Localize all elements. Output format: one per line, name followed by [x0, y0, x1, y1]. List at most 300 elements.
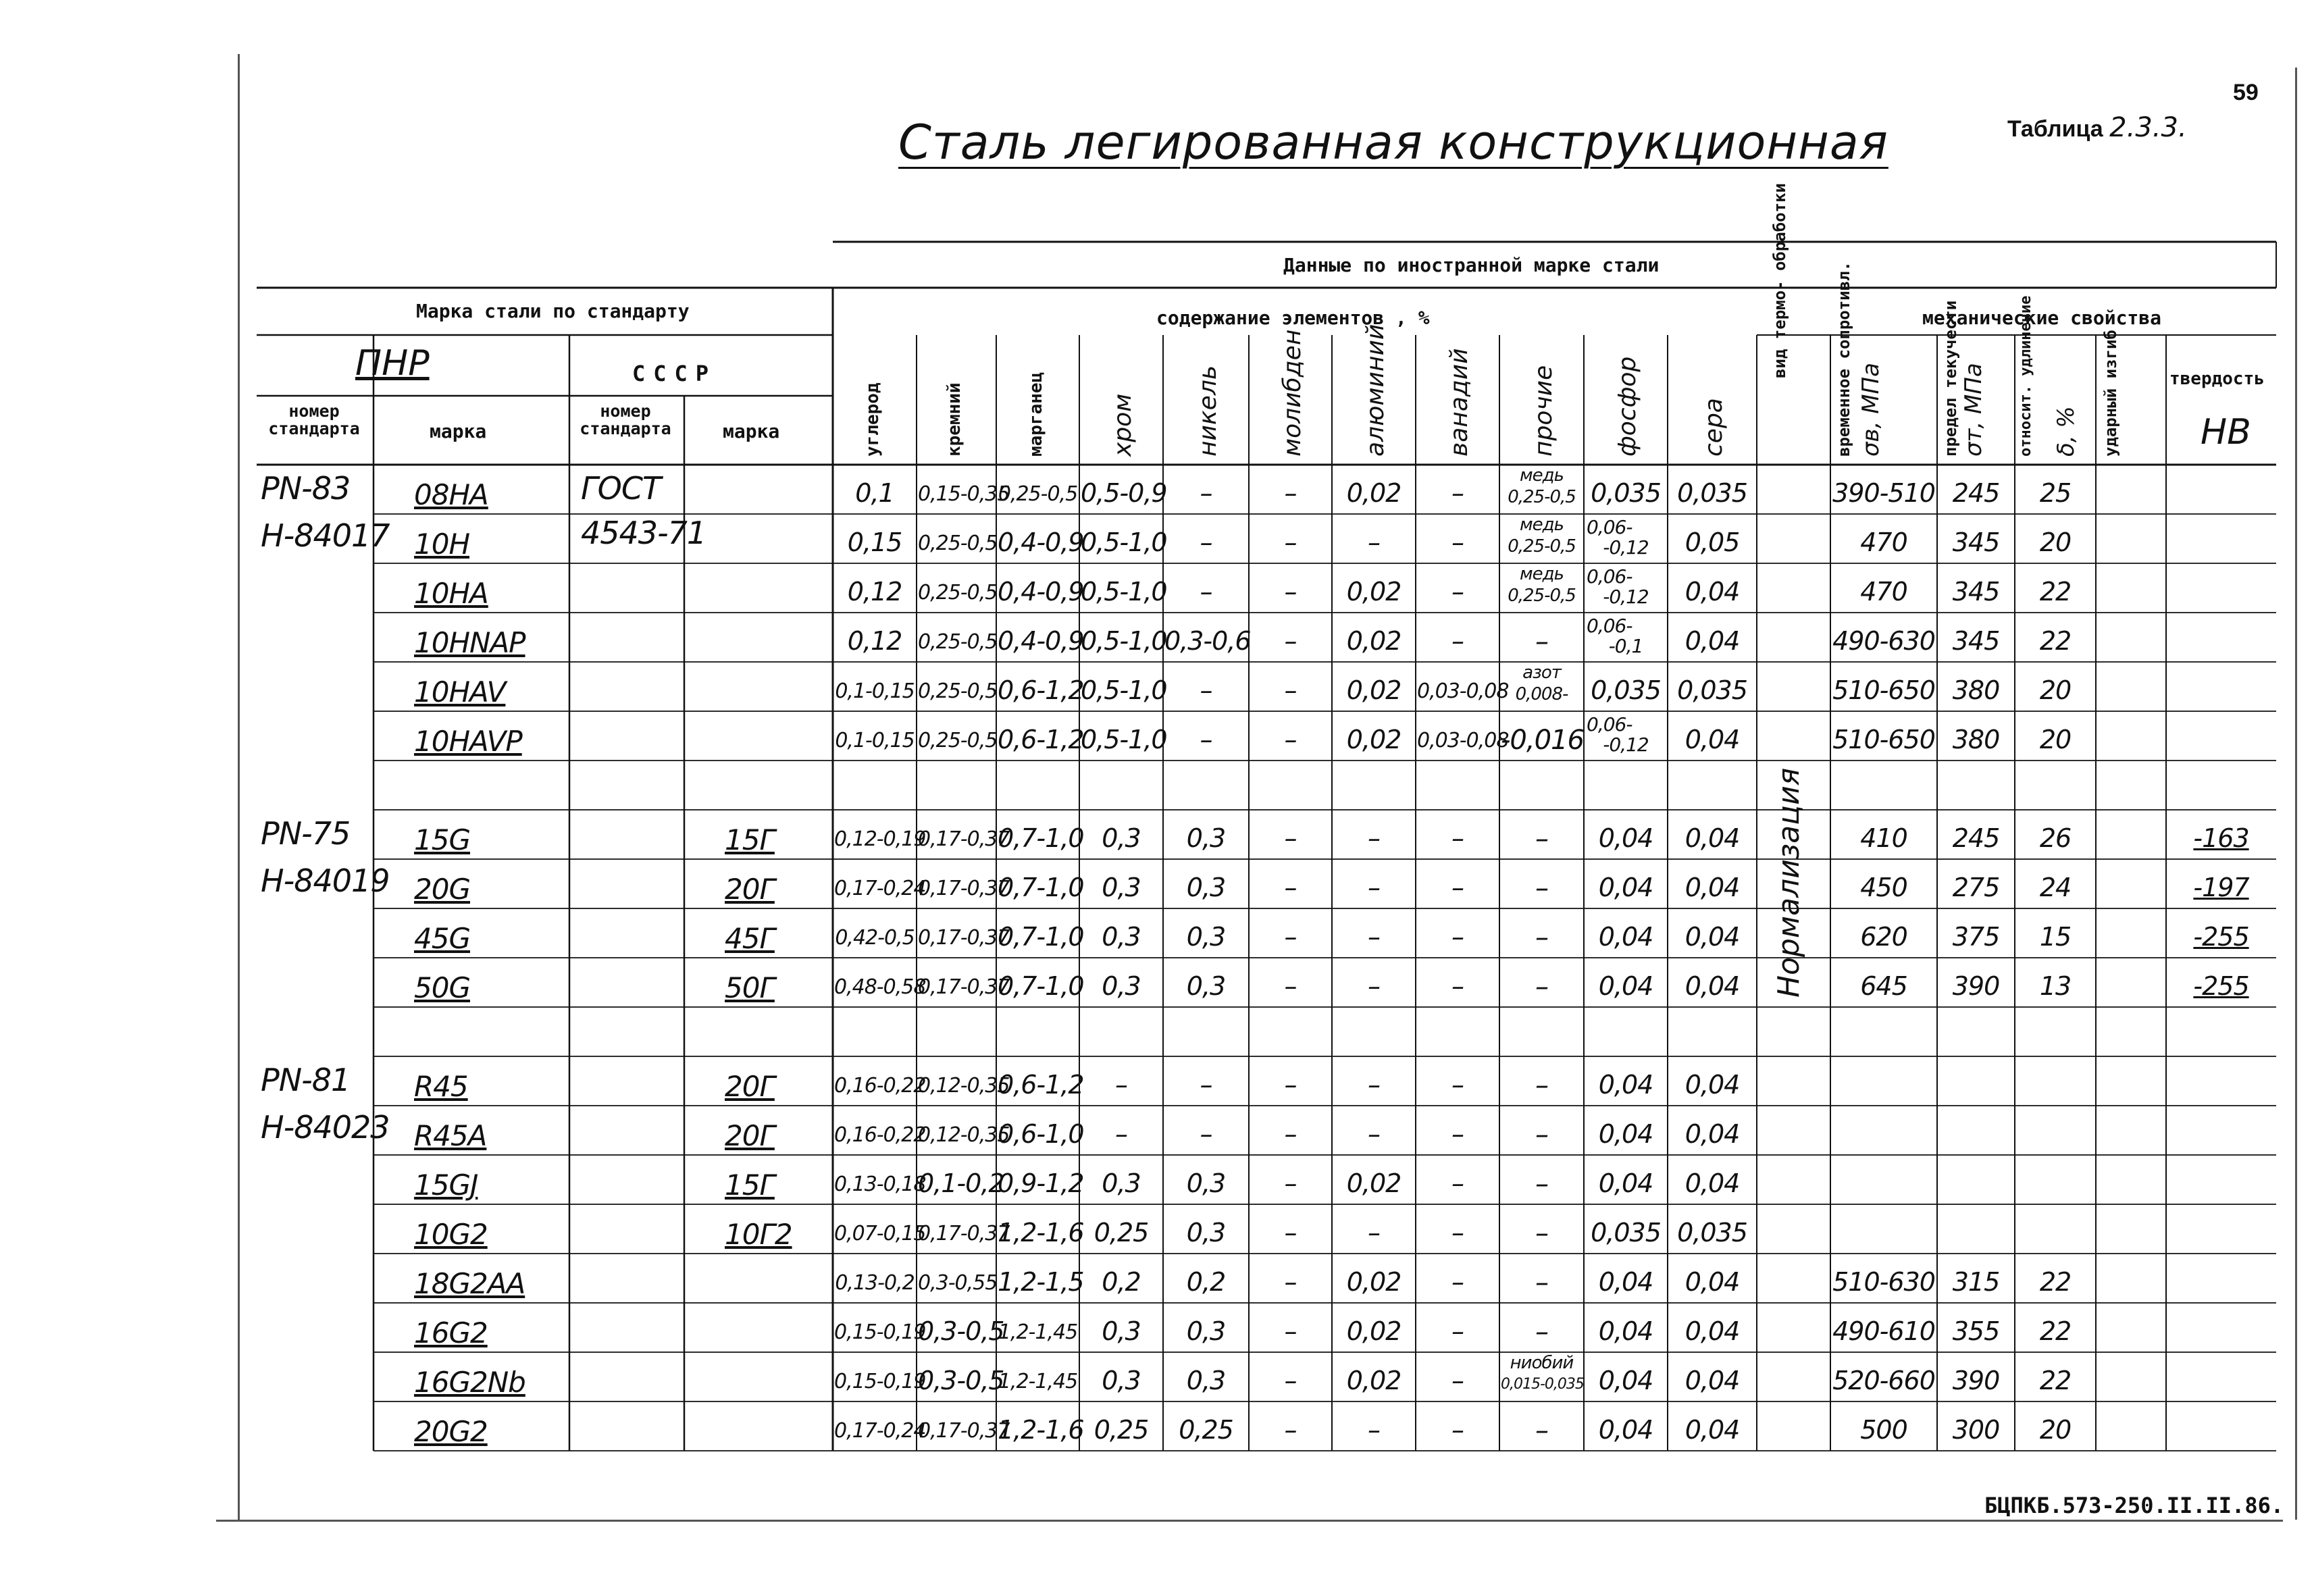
row-al: – [1368, 922, 1380, 952]
header-element-6: алюминий [1362, 324, 1389, 457]
row-cr: 0,3 [1102, 1316, 1141, 1346]
row-s: 0,035 [1677, 675, 1747, 705]
row-al: 0,02 [1346, 725, 1402, 754]
row-p-2: -0,12 [1603, 536, 1649, 559]
row-si: 0,17-0,37 [918, 1419, 1010, 1443]
row-mo: – [1284, 1267, 1297, 1297]
row-yield: 390 [1952, 1366, 2000, 1395]
row-elongation: 22 [2039, 577, 2072, 607]
row-tensile: 390-510 [1832, 478, 1935, 508]
row-other: – [1535, 1218, 1548, 1249]
row-tensile: 510-650 [1832, 725, 1935, 754]
row-p-1: 0,06- [1587, 615, 1632, 637]
row-s: 0,04 [1685, 971, 1740, 1001]
header-ussr: СССР [632, 361, 717, 386]
row-mo: – [1284, 1415, 1297, 1445]
row-grade: 16G2 [414, 1316, 488, 1349]
row-s: 0,04 [1685, 823, 1740, 853]
row-elongation: 20 [2039, 725, 2072, 754]
row-tensile: 645 [1860, 971, 1907, 1001]
row-elongation: 24 [2039, 873, 2072, 902]
row-s: 0,04 [1685, 873, 1740, 902]
row-other: – [1535, 1070, 1548, 1101]
row-ni: 0,3 [1186, 1366, 1226, 1395]
row-al: 0,02 [1346, 478, 1402, 508]
row-si: 0,17-0,37 [918, 926, 1010, 950]
footer-code: БЦПКБ.573-250.II.II.86. [1984, 1493, 2284, 1518]
row-p-1: 0,06- [1587, 516, 1632, 538]
row-grade: 10HAVP [414, 725, 522, 758]
row-yield: 275 [1952, 873, 2000, 902]
row-yield: 315 [1952, 1267, 2000, 1297]
ussr-standard: 4543-71 [581, 515, 706, 551]
row-ni: – [1200, 527, 1212, 557]
header-element-5: молибден [1278, 329, 1306, 457]
row-grade: R45A [414, 1119, 487, 1152]
row-p-2: -0,12 [1603, 586, 1649, 608]
row-mn: 0,4-0,9 [998, 527, 1084, 557]
header-element-4: никель [1193, 365, 1222, 457]
row-ni: 0,3 [1186, 823, 1226, 853]
row-v: – [1451, 1218, 1464, 1247]
header-element-10: сера [1700, 398, 1728, 457]
row-tensile: 510-630 [1832, 1267, 1935, 1297]
row-si: 0,17-0,37 [918, 827, 1010, 851]
header-ussr-standard-number: номер стандарта [580, 401, 671, 438]
row-ni: – [1200, 725, 1212, 754]
row-v: – [1451, 1168, 1464, 1198]
row-ussr-grade: 50Г [725, 971, 775, 1004]
row-grade: 15GJ [414, 1168, 478, 1202]
row-s: 0,04 [1685, 1119, 1740, 1149]
header-heat-treatment: вид термо- обработки [1770, 183, 1789, 378]
row-v: – [1451, 1415, 1464, 1445]
row-s: 0,04 [1685, 626, 1740, 656]
group-standard: PN-81 [261, 1062, 351, 1098]
row-si: 0,17-0,37 [918, 975, 1010, 999]
row-tensile: 470 [1860, 527, 1907, 557]
row-p: 0,04 [1598, 1070, 1653, 1100]
header-yield: предел текучести [1941, 300, 1960, 457]
row-yield: 390 [1952, 971, 2000, 1001]
row-ussr-grade: 15Г [725, 823, 775, 856]
row-c: 0,48-0,58 [834, 975, 926, 999]
row-tensile: 470 [1860, 577, 1907, 607]
row-p-1: 0,06- [1587, 565, 1632, 588]
row-tensile: 450 [1860, 873, 1907, 902]
row-si: 0,12-0,35 [918, 1123, 1010, 1147]
row-hardness: -255 [2193, 922, 2249, 952]
row-elongation: 22 [2039, 1366, 2072, 1395]
row-p: 0,04 [1598, 1267, 1653, 1297]
row-p: 0,04 [1598, 823, 1653, 853]
row-v: – [1451, 1267, 1464, 1297]
row-grade: 18G2AA [414, 1267, 525, 1300]
group-standard: H-84019 [261, 863, 390, 899]
header-mechanical-properties: механические свойства [1922, 307, 2162, 329]
row-grade: 45G [414, 922, 470, 955]
row-other-label: ниобий [1510, 1353, 1574, 1373]
row-ni: 0,3 [1186, 922, 1226, 952]
row-s: 0,05 [1685, 527, 1740, 557]
row-elongation: 20 [2039, 1415, 2072, 1445]
row-hardness: -163 [2193, 823, 2249, 853]
row-tensile: 490-630 [1832, 626, 1935, 656]
row-cr: – [1115, 1119, 1127, 1149]
row-c: 0,12 [847, 577, 902, 607]
row-cr: 0,5-1,0 [1081, 675, 1167, 705]
row-other-value: 0,25-0,5 [1508, 586, 1576, 606]
row-mn: 0,7-1,0 [998, 971, 1084, 1001]
row-al: 0,02 [1346, 1366, 1402, 1395]
row-elongation: 15 [2039, 922, 2072, 952]
row-other: – [1535, 1415, 1548, 1446]
row-mo: – [1284, 922, 1297, 952]
row-ni: 0,3-0,6 [1164, 626, 1251, 656]
row-grade: 10H [414, 527, 470, 561]
row-c: 0,12-0,19 [834, 827, 926, 851]
row-ni: – [1200, 1070, 1212, 1100]
header-tensile: временное сопротивл. [1834, 261, 1853, 457]
row-yield: 355 [1952, 1316, 2000, 1346]
row-v: – [1451, 527, 1464, 557]
row-v: – [1451, 873, 1464, 902]
row-s: 0,035 [1677, 478, 1747, 508]
row-mn: 1,2-1,6 [998, 1218, 1084, 1247]
row-other-label: азот [1522, 663, 1561, 683]
header-elongation-unit: δ, % [2053, 406, 2080, 457]
row-si: 0,25-0,5 [918, 581, 998, 604]
row-tensile: 620 [1860, 922, 1907, 952]
header-element-8: прочие [1529, 365, 1558, 457]
row-mn: 0,7-1,0 [998, 823, 1084, 853]
row-mn: 1,2-1,45 [998, 1320, 1078, 1344]
row-ussr-grade: 15Г [725, 1168, 775, 1202]
row-v: – [1451, 577, 1464, 607]
row-other: – [1535, 1119, 1548, 1150]
row-grade: 50G [414, 971, 470, 1004]
row-mn: 0,4-0,9 [998, 626, 1084, 656]
row-si: 0,25-0,5 [918, 679, 998, 703]
header-tensile-unit: σв, МПа [1857, 363, 1884, 457]
row-yield: 380 [1952, 675, 2000, 705]
row-s: 0,04 [1685, 1366, 1740, 1395]
row-c: 0,1-0,15 [835, 679, 915, 703]
row-grade: 20G2 [414, 1415, 488, 1448]
row-c: 0,17-0,24 [834, 877, 926, 900]
row-mo: – [1284, 823, 1297, 853]
row-mn: 0,4-0,9 [998, 577, 1084, 607]
row-c: 0,1-0,15 [835, 729, 915, 752]
row-ussr-grade: 10Г2 [725, 1218, 792, 1251]
row-ussr-grade: 20Г [725, 873, 775, 906]
row-mn: 0,25-0,5 [998, 482, 1078, 506]
row-cr: 0,5-1,0 [1081, 725, 1167, 754]
row-mn: 1,2-1,6 [998, 1415, 1084, 1445]
header-element-1: кремний [944, 382, 965, 457]
table-number: 2.3.3. [2109, 112, 2187, 143]
row-al: 0,02 [1346, 1168, 1402, 1198]
row-p: 0,04 [1598, 1119, 1653, 1149]
row-s: 0,04 [1685, 1415, 1740, 1445]
row-elongation: 26 [2039, 823, 2072, 853]
header-element-2: марганец [1025, 371, 1046, 457]
row-other: – [1535, 1316, 1548, 1347]
row-yield: 380 [1952, 725, 2000, 754]
row-other: – [1535, 922, 1548, 953]
row-grade: 10HAV [414, 675, 506, 709]
row-s: 0,035 [1677, 1218, 1747, 1247]
row-mn: 0,7-1,0 [998, 922, 1084, 952]
header-element-0: углерод [863, 382, 883, 457]
row-elongation: 20 [2039, 527, 2072, 557]
row-al: – [1368, 823, 1380, 853]
row-si: 0,15-0,35 [918, 482, 1010, 506]
row-grade: 10HNAP [414, 626, 525, 659]
row-cr: 0,5-1,0 [1081, 577, 1167, 607]
row-v: – [1451, 823, 1464, 853]
row-c: 0,07-0,15 [834, 1222, 926, 1245]
row-cr: 0,25 [1094, 1218, 1149, 1247]
row-hardness: -197 [2193, 873, 2249, 902]
row-s: 0,04 [1685, 1168, 1740, 1198]
row-mo: – [1284, 873, 1297, 902]
row-mo: – [1284, 1119, 1297, 1149]
row-mn: 1,2-1,45 [998, 1370, 1078, 1393]
row-cr: – [1115, 1070, 1127, 1100]
header-pnr: ПНР [355, 343, 430, 384]
row-v: 0,03-0,08 [1417, 729, 1509, 752]
row-tensile: 520-660 [1832, 1366, 1935, 1395]
row-grade: 08HA [414, 478, 488, 511]
row-mo: – [1284, 478, 1297, 508]
row-other-label: медь [1520, 515, 1564, 535]
row-other: – [1535, 626, 1548, 657]
row-cr: 0,3 [1102, 922, 1141, 952]
row-mo: – [1284, 1316, 1297, 1346]
row-ni: – [1200, 675, 1212, 705]
row-tensile: 500 [1860, 1415, 1907, 1445]
header-element-3: хром [1109, 393, 1137, 457]
row-s: 0,04 [1685, 1070, 1740, 1100]
row-al: 0,02 [1346, 1316, 1402, 1346]
row-cr: 0,3 [1102, 823, 1141, 853]
header-standard-number: номер стандарта [268, 401, 360, 438]
row-mo: – [1284, 1168, 1297, 1198]
row-p: 0,035 [1591, 478, 1661, 508]
row-s: 0,04 [1685, 922, 1740, 952]
row-p: 0,04 [1598, 1316, 1653, 1346]
row-ussr-grade: 20Г [725, 1119, 775, 1152]
row-c: 0,13-0,18 [834, 1173, 926, 1196]
row-s: 0,04 [1685, 1316, 1740, 1346]
row-mo: – [1284, 626, 1297, 656]
row-p: 0,04 [1598, 1168, 1653, 1198]
row-si: 0,17-0,37 [918, 877, 1010, 900]
row-cr: 0,5-1,0 [1081, 626, 1167, 656]
row-elongation: 22 [2039, 626, 2072, 656]
row-mo: – [1284, 577, 1297, 607]
row-mo: – [1284, 1366, 1297, 1395]
header-element-9: фосфор [1614, 356, 1641, 457]
row-v: – [1451, 1119, 1464, 1149]
row-elongation: 22 [2039, 1267, 2072, 1297]
row-grade: 10G2 [414, 1218, 488, 1251]
header-ussr-grade: марка [723, 420, 780, 442]
row-cr: 0,3 [1102, 1168, 1141, 1198]
row-yield: 345 [1952, 626, 2000, 656]
row-elongation: 25 [2039, 478, 2072, 508]
row-ni: – [1200, 1119, 1212, 1149]
group-standard: PN-75 [261, 815, 351, 852]
row-yield: 245 [1952, 823, 2000, 853]
row-mn: 0,9-1,2 [998, 1168, 1084, 1198]
row-other: – [1535, 823, 1548, 854]
row-ni: 0,3 [1186, 971, 1226, 1001]
row-p-1: 0,06- [1587, 713, 1632, 736]
row-si: 0,25-0,5 [918, 729, 998, 752]
row-si: 0,3-0,55 [918, 1271, 998, 1295]
row-ni: 0,3 [1186, 1218, 1226, 1247]
row-yield: 345 [1952, 527, 2000, 557]
row-yield: 300 [1952, 1415, 2000, 1445]
row-tensile: 410 [1860, 823, 1907, 853]
row-yield: 345 [1952, 577, 2000, 607]
row-al: – [1368, 1415, 1380, 1445]
row-other: – [1535, 1168, 1548, 1200]
header-elongation: относит. удлинение [2017, 295, 2034, 457]
row-mn: 0,6-1,2 [998, 725, 1084, 754]
row-elongation: 22 [2039, 1316, 2072, 1346]
group-standard: PN-83 [261, 470, 351, 507]
row-tensile: 510-650 [1832, 675, 1935, 705]
row-p: 0,04 [1598, 922, 1653, 952]
row-mn: 1,2-1,5 [998, 1267, 1084, 1297]
heat-treatment-value: Нормализация [1772, 767, 1806, 998]
row-v: 0,03-0,08 [1417, 679, 1509, 703]
row-hardness: -255 [2193, 971, 2249, 1001]
row-al: – [1368, 1119, 1380, 1149]
row-mo: – [1284, 725, 1297, 754]
row-c: 0,16-0,22 [834, 1123, 926, 1147]
row-c: 0,17-0,24 [834, 1419, 926, 1443]
row-mn: 0,6-1,2 [998, 1070, 1084, 1100]
group-standard: H-84023 [261, 1109, 390, 1145]
row-mo: – [1284, 1218, 1297, 1247]
row-si: 0,17-0,37 [918, 1222, 1010, 1245]
row-mo: – [1284, 971, 1297, 1001]
row-cr: 0,25 [1094, 1415, 1149, 1445]
row-s: 0,04 [1685, 1267, 1740, 1297]
row-v: – [1451, 1366, 1464, 1395]
header-foreign-data: Данные по иностранной марке стали [1283, 254, 1660, 276]
row-c: 0,15 [847, 527, 902, 557]
row-other-label: медь [1520, 564, 1564, 584]
row-al: – [1368, 1218, 1380, 1247]
row-tensile: 490-610 [1832, 1316, 1935, 1346]
row-mn: 0,7-1,0 [998, 873, 1084, 902]
header-yield-unit: σт, МПа [1960, 363, 1987, 457]
row-other-value: 0,25-0,5 [1508, 487, 1576, 507]
row-ni: 0,3 [1186, 873, 1226, 902]
row-elongation: 20 [2039, 675, 2072, 705]
row-si: 0,3-0,5 [918, 1366, 1004, 1395]
row-p: 0,035 [1591, 1218, 1661, 1247]
row-c: 0,15-0,19 [834, 1370, 926, 1393]
header-element-7: ванадий [1445, 348, 1473, 457]
row-cr: 0,3 [1102, 971, 1141, 1001]
row-ni: 0,2 [1186, 1267, 1226, 1297]
row-al: – [1368, 971, 1380, 1001]
header-element-content: содержание элементов , % [1156, 307, 1430, 329]
row-v: – [1451, 626, 1464, 656]
row-other: – [1535, 971, 1548, 1002]
header-hardness: твердость [2169, 369, 2265, 389]
row-cr: 0,5-1,0 [1081, 527, 1167, 557]
row-si: 0,3-0,5 [918, 1316, 1004, 1346]
row-other-label: медь [1520, 465, 1564, 486]
row-v: – [1451, 971, 1464, 1001]
row-al: 0,02 [1346, 626, 1402, 656]
row-grade: 16G2Nb [414, 1366, 525, 1399]
row-ni: 0,3 [1186, 1316, 1226, 1346]
row-mo: – [1284, 527, 1297, 557]
row-s: 0,04 [1685, 577, 1740, 607]
row-si: 0,12-0,35 [918, 1074, 1010, 1098]
row-p: 0,04 [1598, 873, 1653, 902]
row-ni: 0,3 [1186, 1168, 1226, 1198]
row-si: 0,25-0,5 [918, 630, 998, 654]
row-cr: 0,3 [1102, 1366, 1141, 1395]
row-cr: 0,2 [1102, 1267, 1141, 1297]
row-mn: 0,6-1,0 [998, 1119, 1084, 1149]
group-standard: H-84017 [261, 517, 390, 554]
row-c: 0,12 [847, 626, 902, 656]
row-grade: R45 [414, 1070, 468, 1103]
row-other-value: 0,008- [1515, 684, 1568, 704]
row-p-2: -0,12 [1603, 733, 1649, 756]
row-v: – [1451, 1070, 1464, 1100]
row-cr: 0,3 [1102, 873, 1141, 902]
ussr-standard: ГОСТ [581, 470, 661, 507]
row-ussr-grade: 20Г [725, 1070, 775, 1103]
row-mo: – [1284, 675, 1297, 705]
row-al: – [1368, 873, 1380, 902]
row-al: 0,02 [1346, 1267, 1402, 1297]
row-c: 0,15-0,19 [834, 1320, 926, 1344]
row-grade: 10HA [414, 577, 488, 610]
row-mo: – [1284, 1070, 1297, 1100]
row-elongation: 13 [2039, 971, 2072, 1001]
row-yield: 245 [1952, 478, 2000, 508]
row-other-value: 0,015-0,035 [1501, 1376, 1584, 1393]
row-v: – [1451, 1316, 1464, 1346]
row-c: 0,42-0,5 [835, 926, 915, 950]
header-steel-grade-standard: Марка стали по стандарту [416, 300, 690, 322]
row-yield: 375 [1952, 922, 2000, 952]
row-other: – [1535, 873, 1548, 904]
row-p: 0,04 [1598, 971, 1653, 1001]
row-c: 0,13-0,2 [835, 1271, 915, 1295]
row-al: – [1368, 527, 1380, 557]
row-ussr-grade: 45Г [725, 922, 775, 955]
page-number: 59 [2233, 80, 2259, 105]
row-v: – [1451, 478, 1464, 508]
row-other-value: 0,25-0,5 [1508, 536, 1576, 557]
row-p: 0,04 [1598, 1366, 1653, 1395]
row-grade: 15G [414, 823, 470, 856]
row-c: 0,16-0,22 [834, 1074, 926, 1098]
